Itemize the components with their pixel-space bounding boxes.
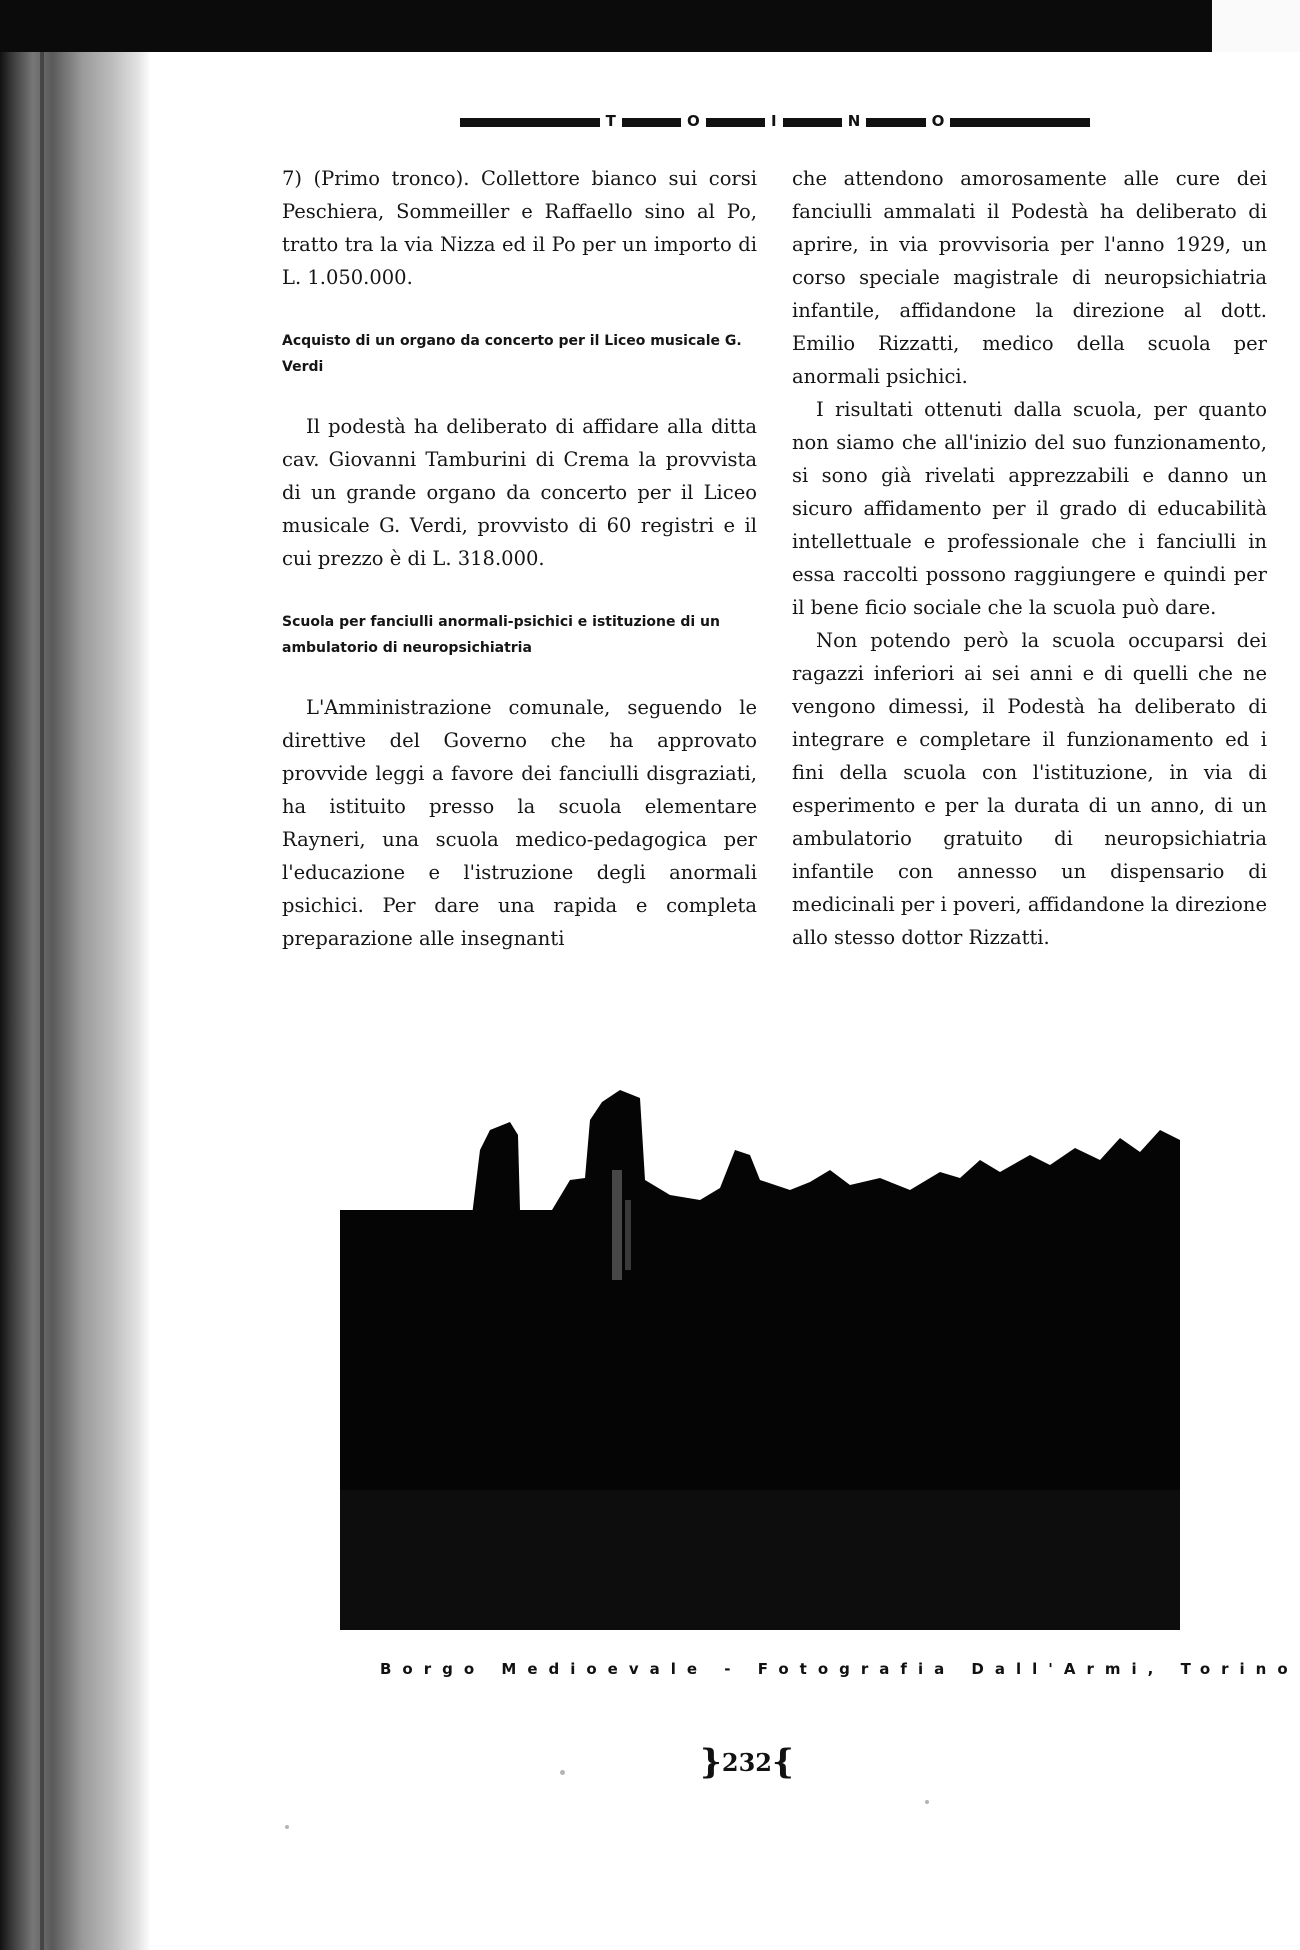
scan-speck: [285, 1825, 289, 1829]
paragraph: Non potendo però la scuola occuparsi dei ragazzi inferiori ai sei anni e di quelli che ne vengono dimessi, il Podestà ha deliberato di integrare e completare il funzionamento ed i fini della scuola con l'istituzione, in via di esperimento e per la durata di un anno, di un ambulatorio gratuito di neuropsichiatria infantile con annesso un dispensario di medicinali per i poveri, affidandone la direzione allo stesso dottor Rizzatti.: [792, 629, 1267, 949]
paragraph: I risultati ottenuti dalla scuola, per quanto non siamo che all'inizio del suo funzionamento, si sono già rivelati apprezzabili e danno un sicuro affidamento per il grado di educabilità intellettuale e professionale che i fanciulli in essa raccolti possono raggiungere e quindi per il bene ficio sociale che la scuola può dare.: [792, 398, 1267, 619]
header-letter: I: [765, 112, 783, 130]
paragraph: Il podestà ha deliberato di affidare alla ditta cav. Giovanni Tamburini di Crema la provvista di un grande organo da concerto per il Liceo musicale G. Verdi, provvisto di 60 registri e il cui prezzo è di L. 318.000.: [282, 415, 757, 570]
running-header: [460, 112, 1090, 130]
header-letters: [460, 106, 1090, 136]
header-letter: O: [926, 112, 951, 130]
brace-left: }: [700, 1742, 722, 1782]
scan-speck: [560, 1770, 565, 1775]
page-number-value: 232: [721, 1748, 772, 1777]
page-number: [700, 1742, 794, 1782]
paragraph: che attendono amorosamente alle cure dei fanciulli ammalati il Podestà ha deliberato di aprire, in via provvisoria per l'anno 1929, un corso speciale magistrale di neuropsichiatria infantile, affidandone la direzione al dott. Emilio Rizzatti, medico della scuola per anormali psichici.: [792, 167, 1267, 388]
paragraph: 7) (Primo tronco). Collettore bianco sui corsi Peschiera, Sommeiller e Raffaello sino al Po, tratto tra la via Nizza ed il Po per un importo di L. 1.050.000.: [282, 167, 757, 289]
scan-top-edge: [0, 0, 1300, 52]
header-letter: O: [681, 112, 706, 130]
scan-corner: [1212, 0, 1300, 52]
left-column: [282, 162, 757, 955]
header-letter: T: [600, 112, 622, 130]
book-binding-shadow: [0, 0, 150, 1950]
brace-right: {: [771, 1742, 794, 1782]
paragraph: L'Amministrazione comunale, seguendo le direttive del Governo che ha approvato provvide leggi a favore dei fanciulli disgraziati, ha istituito presso la scuola elementare Rayneri, una scuola medico-pedagogica per l'educazione e l'istruzione degli anormali psichici. Per dare una rapida e completa preparazione alle insegnanti: [282, 696, 757, 950]
photo-caption: Borgo Medioevale - Fotografia Dall'Armi, Torino: [380, 1660, 1299, 1678]
header-letter: N: [842, 112, 867, 130]
section-heading: Acquisto di un organo da concerto per il Liceo musicale G. Verdi: [282, 333, 742, 375]
right-column: [792, 162, 1267, 954]
castle-silhouette: [340, 1060, 1180, 1630]
section-heading: Scuola per fanciulli anormali-psichici e istituzione di un ambulatorio di neuropsichiatria: [282, 614, 720, 656]
borgo-medioevale-photo: [340, 1060, 1180, 1630]
scan-speck: [925, 1800, 929, 1804]
